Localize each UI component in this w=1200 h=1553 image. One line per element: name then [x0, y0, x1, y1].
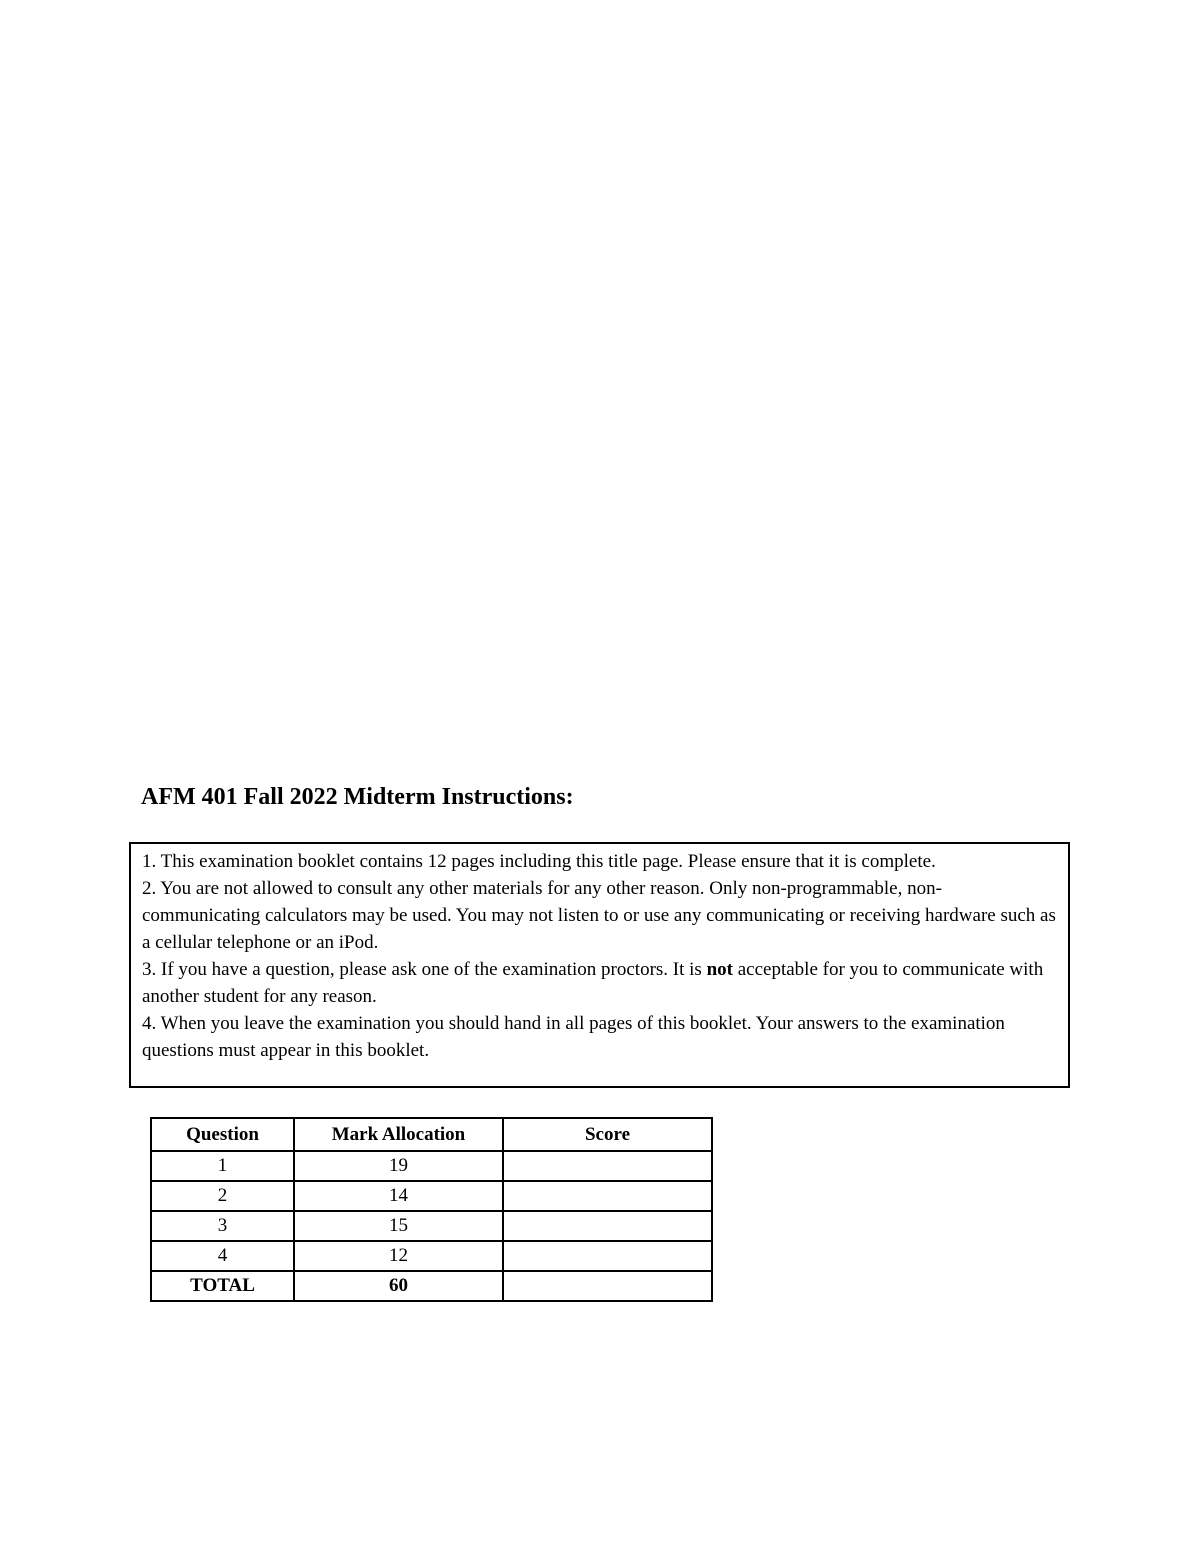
table-row	[151, 1211, 712, 1241]
mark-allocation-table	[150, 1117, 713, 1302]
question-cell: 4	[151, 1241, 294, 1271]
page-title: AFM 401 Fall 2022 Midterm Instructions:	[141, 784, 574, 810]
question-cell: 2	[151, 1181, 294, 1211]
marks-cell: 14	[294, 1181, 503, 1211]
table-row	[151, 1241, 712, 1271]
instruction-item-3-text-end: acceptable for you to communicate with another student for any reason.	[142, 959, 1044, 1007]
table-row	[151, 1151, 712, 1181]
total-marks: 60	[294, 1271, 503, 1301]
marks-cell: 12	[294, 1241, 503, 1271]
score-cell[interactable]	[503, 1211, 712, 1241]
instruction-item-3-emphasis: not	[706, 959, 733, 980]
instruction-item-2: 2. You are not allowed to consult any other materials for any other reason. Only non-programmable, non-communicating calculators may be used. You may not listen to or use any communicating or receiving hardware such as a cellular telephone or an iPod.	[142, 878, 1056, 953]
score-cell[interactable]	[503, 1241, 712, 1271]
question-cell: 3	[151, 1211, 294, 1241]
instruction-item-3-text-start: 3. If you have a question, please ask one of the examination proctors. It is	[142, 959, 707, 980]
total-label: TOTAL	[151, 1271, 294, 1301]
table-row	[151, 1181, 712, 1211]
instruction-item-1: 1. This examination booklet contains 12 pages including this title page. Please ensure that it is complete.	[142, 851, 936, 872]
header-question: Question	[151, 1118, 294, 1151]
question-cell: 1	[151, 1151, 294, 1181]
header-score: Score	[503, 1118, 712, 1151]
score-cell[interactable]	[503, 1151, 712, 1181]
marks-cell: 15	[294, 1211, 503, 1241]
instruction-item-3	[142, 956, 1058, 1010]
instructions-box	[129, 842, 1070, 1088]
total-row	[151, 1271, 712, 1301]
table-header-row	[151, 1118, 712, 1151]
instruction-item-4: 4. When you leave the examination you should hand in all pages of this booklet. Your answers to the examination questions must appear in this booklet.	[142, 1013, 1005, 1061]
score-cell[interactable]	[503, 1181, 712, 1211]
marks-cell: 19	[294, 1151, 503, 1181]
total-score-cell[interactable]	[503, 1271, 712, 1301]
header-mark-allocation: Mark Allocation	[294, 1118, 503, 1151]
